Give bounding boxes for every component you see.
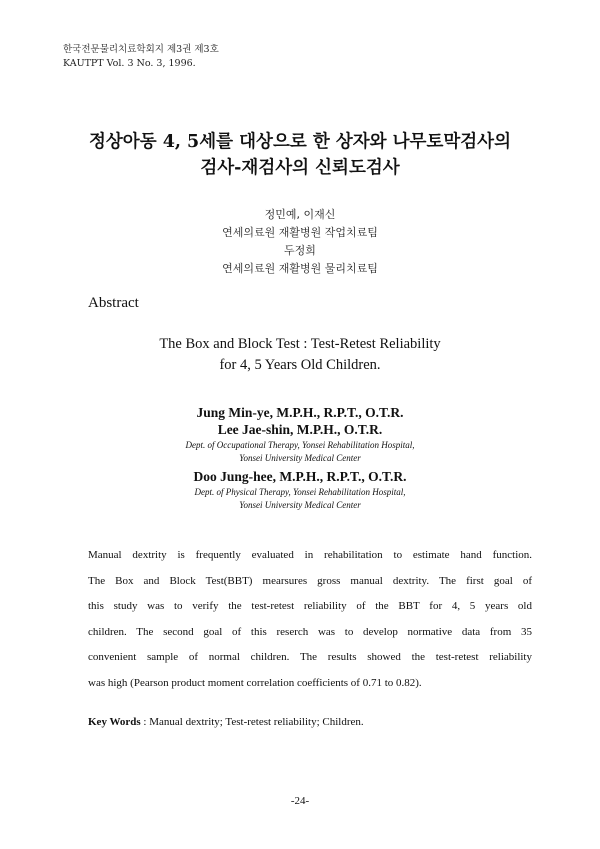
korean-author-names-2: 두정희 <box>284 244 316 257</box>
korean-title-line2: 검사-재검사의 신뢰도검사 <box>200 158 400 178</box>
abstract-heading: Abstract <box>88 295 139 311</box>
abstract-line: convenient sample of normal children. The results showed the test-retest reliability <box>88 651 532 663</box>
abstract-line: this study was to verify the test-retest reliability of the BBT for 4, 5 years old <box>88 600 532 612</box>
english-affiliation-1-line2: Yonsei University Medical Center <box>239 453 361 463</box>
korean-title-line1: 정상아동 4, 5세를 대상으로 한 상자와 나무토막검사의 <box>88 132 511 152</box>
english-affiliation-2-line1: Dept. of Physical Therapy, Yonsei Rehabilitation Hospital, <box>194 487 406 497</box>
english-affiliation-2 <box>0 486 600 512</box>
english-title-line1: The Box and Block Test : Test-Retest Reliability <box>159 336 441 352</box>
keywords <box>88 716 364 728</box>
korean-authors <box>0 206 600 278</box>
english-affiliation-1 <box>0 439 600 465</box>
journal-header <box>63 43 219 71</box>
english-author-2: Lee Jae-shin, M.P.H., O.T.R. <box>217 422 383 437</box>
english-title-line2: for 4, 5 Years Old Children. <box>219 357 381 373</box>
page-number: -24- <box>290 795 310 807</box>
korean-affiliation-2: 연세의료원 재활병원 물리치료팀 <box>222 262 378 275</box>
abstract-line: Manual dextrity is frequently evaluated in rehabilitation to estimate hand function. <box>88 549 532 561</box>
abstract-line: The Box and Block Test(BBT) mearsures gross manual dextrity. The first goal of <box>88 574 532 587</box>
journal-korean-line: 한국전문물리치료학회지 제3권 제3호 <box>63 44 219 55</box>
keywords-separator: : <box>140 716 150 728</box>
abstract-line: was high (Pearson product moment correlation coefficients of 0.71 to 0.82). <box>88 676 422 689</box>
english-title <box>0 334 600 376</box>
keywords-text: Manual dextrity; Test-retest reliability; Children. <box>149 716 364 728</box>
keywords-label: Key Words <box>88 716 141 728</box>
english-affiliation-1-line1: Dept. of Occupational Therapy, Yonsei Rehabilitation Hospital, <box>185 440 415 450</box>
english-affiliation-2-line2: Yonsei University Medical Center <box>239 500 361 510</box>
abstract-line: children. The second goal of this reserch was to develop normative data from 35 <box>88 625 532 638</box>
korean-affiliation-1: 연세의료원 재활병원 작업치료팀 <box>222 226 378 239</box>
english-author-1: Jung Min-ye, M.P.H., R.P.T., O.T.R. <box>196 405 404 420</box>
korean-author-names-1: 정민예, 이재신 <box>264 208 336 221</box>
abstract-body <box>88 543 532 696</box>
english-author-3: Doo Jung-hee, M.P.H., R.P.T., O.T.R. <box>193 469 407 484</box>
journal-english-line: KAUTPT Vol. 3 No. 3, 1996. <box>63 58 196 69</box>
